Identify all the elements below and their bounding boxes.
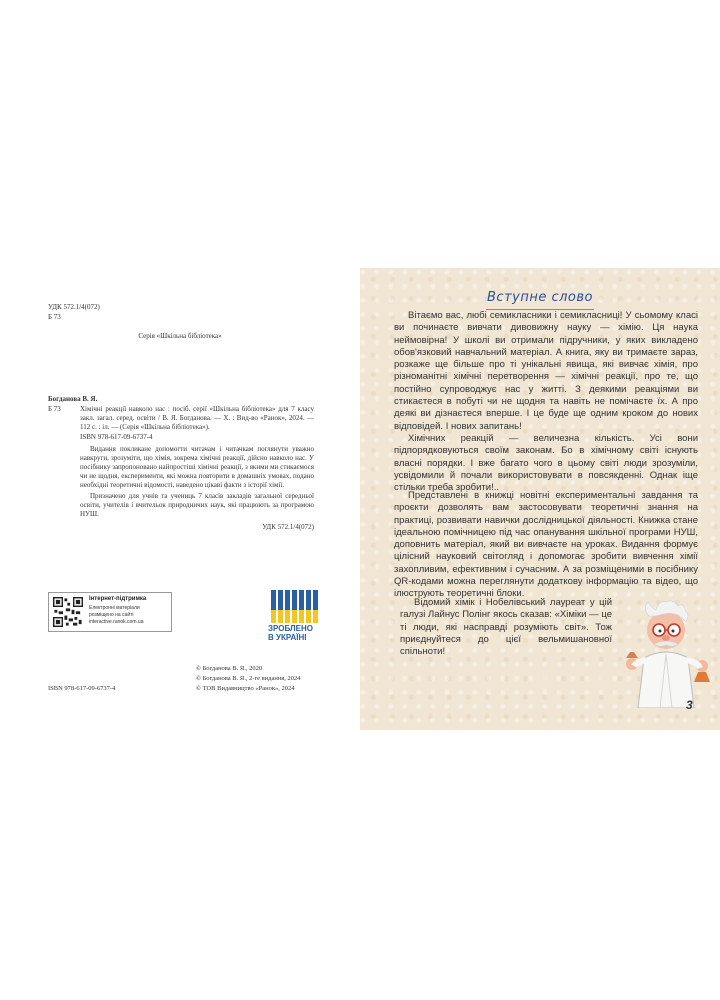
internet-support-box <box>48 592 172 632</box>
udk-code-top: УДК 572.1/4(072) <box>48 303 100 311</box>
paragraph-4: Відомий хімік і Нобелівський лауреат у цій галузі Лайнус Полінг якось сказав: «Хіміки — це ті люди, які насправді розуміють світ». Тож приєднуйтеся до цієї вельмишановної спільноти! <box>400 597 612 658</box>
catalog-code: Б 73 <box>48 405 61 413</box>
support-text <box>89 605 169 626</box>
qr-code-icon[interactable] <box>53 597 83 627</box>
support-title: Інтернет-підтримка <box>89 596 147 602</box>
page-heading: Вступне слово <box>487 290 593 305</box>
copyright-2: © Богданова В. Я., 2-ге видання, 2024 <box>196 675 301 682</box>
right-page-intro <box>360 268 720 730</box>
support-url[interactable]: interactive.ranok.com.ua <box>89 619 144 625</box>
catalog-code-top: Б 73 <box>48 313 61 321</box>
ukraine-stripes-icon <box>271 590 319 623</box>
series-name: Серія «Шкільна бібліотека» <box>138 332 222 340</box>
paragraph-3: Представлені в книжці новітні експериментальні завдання та проєкти дозволять вам застосовувати теоретичні знання на практиці, розвивати навички дослідницької діяльності. Книжка стане ідеальною помічницею під час опанування шкільної програми НУШ, доповнить матеріал, який ви вивчаєте на уроках. Видання формує цілісний науковий світогляд і допомогає зробити вивчення хімії захопливим, ефективним і сучасним. А за розміщеними в посібнику QR-кодами можна переглянути додаткову інформацію та відео, що ілюструють теоретичні блоки. <box>394 490 698 600</box>
udk-code-bottom: УДК 572.1/4(072) <box>262 523 314 531</box>
paragraph-2: Хімічних реакцій — величезна кількість. Усі вони підпорядковуються своїм законам. Бо в хімічному світі існують власні порядки. І вже багато чого в цьому світі люди зрозуміли, усвідомили й почали використовувати в повсякденні. Однак іще стільки треба зробити!.. <box>394 433 698 494</box>
chemist-illustration <box>616 588 716 708</box>
bibliographic-description: Хімічні реакції навколо нас : посіб. серії «Шкільна бібліотека» для 7 класу закл. загал. серед. освіти / В. Я. Богданова. — Х. : Вид-во «Ранок», 2024. — 112 с. : іл. — (Серія «Шкільна бібліотека»). <box>80 405 314 431</box>
annotation-2: Призначено для учнів та учениць 7 класів закладів загальної середньої освіти, учителів і вчительок природничих наук, які працюють за програмою НУШ. <box>80 492 314 518</box>
copyright-1: © Богданова В. Я., 2020 <box>196 665 263 672</box>
author-name: Богданова В. Я. <box>48 395 98 403</box>
isbn: ISBN 978-617-09-6737-4 <box>80 433 153 441</box>
paragraph-1: Вітаємо вас, любі семикласники і семикласниці! У сьомому класі ви починаєте вивчати дивовижну науку — хімію. Ця наука неймовірна! У школі ви отримали підручники, у яких викладено обов'язковий навчальний матеріал. А книга, яку ви тримаєте зараз, розкаже ще більше про ті унікальні явища, які вивчає хімія, про різноманітні хімічні перетворення — хімічні реакції, про те, що постійно супроводжує нас у житті. З деякими реакціями ви стикаєтеся в побуті чи не щодня та навіть не помічаєте їх. А про деякі ви дізнаєтеся вперше. І це буде ще одним кроком до нових відповідей. І нових запитань! <box>394 310 698 432</box>
left-page-imprint <box>0 268 360 730</box>
copyright-3: © ТОВ Видавництво «Ранок», 2024 <box>196 685 295 692</box>
page-number: 3 <box>686 698 693 712</box>
support-line-2: розміщено на сайті <box>89 612 134 618</box>
isbn-bottom: ISBN 978-617-09-6737-4 <box>48 685 116 692</box>
made-line-1: ЗРОБЛЕНО <box>268 624 313 633</box>
made-in-ukraine-text <box>268 624 328 642</box>
support-line-1: Електронні матеріали <box>89 605 140 611</box>
annotation-1: Видання покликане допомогти читачам і читачкам поглянути уважно навкруги, зрозуміти, що хімія, зокрема хімічні реакції, дійсно навколо нас. У посібнику запропоновано найпростіші хімічні реакції, з якими ми стикаємося чи не щодня, експерименти, які можна повторити в домашніх умовах, подано необхідні теоретичні відомості, наведено цікаві факти з історії хімії. <box>80 445 314 489</box>
made-line-2: В УКРАЇНІ <box>268 633 307 642</box>
